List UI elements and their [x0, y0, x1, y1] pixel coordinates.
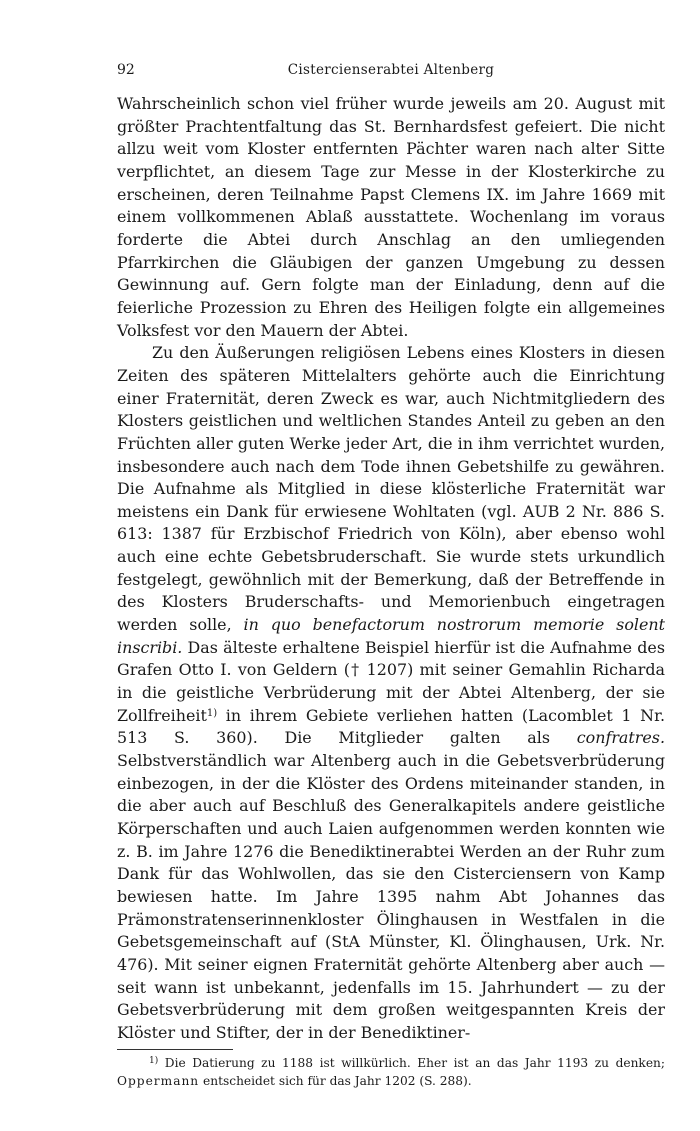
- text-run: Wahrscheinlich schon viel früher wurde jeweils am 20. August mit größter Prachtentfaltung das St. Bernhardsfest gefeiert. Die nicht allzu weit vom Kloster entfernten Pächter waren nach alter Sitte verpflichtet, an diesem Tage zur Messe in der Klosterkirche zu erscheinen, deren Teilnahme Papst Clemens IX. im Jahre 1669 mit einem vollkommenen Ablaß ausstattete. Wochenlang im voraus forderte die Abtei durch Anschlag an den umliegenden Pfarrkirchen die Gläubigen der ganzen Umgebung zu dessen Gewinnung auf. Gern folgte man der Einladung, denn auf die feierliche Prozession zu Ehren des Heiligen folgte ein allgemeines Volksfest vor den Mauern der Abtei.: [117, 94, 665, 340]
- text-run: Das älteste erhaltene Beispiel hierfür ist die Aufnahme des Grafen Otto I. von Geldern († 1207) mit seiner Gemahlin Richarda in die geistliche Verbrüderung mit der Abtei Altenberg, der sie Zollfreiheit: [117, 637, 665, 725]
- text-run: in ihrem Gebiete verliehen hatten (Lacomblet 1 Nr. 513 S. 360). Die Mitglieder galten als: [117, 705, 665, 748]
- paragraph-fraternitaet: [117, 342, 665, 1044]
- text-run: Selbstverständlich war Altenberg auch in die Gebetsverbrüderung einbezogen, in der die Klöster des Ordens miteinander standen, in die aber auch auf Beschluß des Generalkapitels andere geistliche Körperschaften und auch Laien aufgenommen werden konnten wie z. B. im Jahre 1276 die Benediktinerabtei Werden an der Ruhr zum Dank für das Wohlwollen, das sie den Cisterciensern von Kamp bewiesen hatte. Im Jahre 1395 nahm Abt Johannes das Prämonstratenserinnenkloster Ölinghausen in Westfalen in die Gebetsgemeinschaft auf (StA Münster, Kl. Ölinghausen, Urk. Nr. 476). Mit seiner eignen Fraternität gehörte Altenberg aber auch — seit wann ist unbekannt, jedenfalls im 15. Jahrhundert — zu der Gebetsverbrüderung mit dem großen weitgespannten Kreis der Klöster und Stifter, der in der Benediktiner-: [117, 751, 665, 1042]
- body-text: [117, 93, 665, 1045]
- footnote-1: [117, 1054, 665, 1090]
- book-page: [117, 62, 665, 1090]
- page-header: [117, 62, 665, 84]
- text-run: entscheidet sich für das Jahr 1202 (S. 288).: [199, 1073, 472, 1088]
- author-name: Oppermann: [117, 1073, 200, 1088]
- italic-phrase: confratres.: [576, 728, 665, 748]
- footnotes: [117, 1054, 665, 1090]
- footnote-divider: [117, 1049, 233, 1050]
- footnote-marker: 1): [149, 1055, 159, 1066]
- italic-phrase: in quo benefactorum nostrorum memorie solent inscribi.: [117, 615, 665, 657]
- paragraph-bernhardsfest: [117, 93, 665, 342]
- running-title: Cistercienserabtei Altenberg: [287, 62, 495, 78]
- page-number: 92: [117, 62, 135, 78]
- text-run: Die Datierung zu 1188 ist willkürlich. Eher ist an das Jahr 1193 zu denken;: [158, 1055, 665, 1070]
- footnote-marker: 1): [206, 707, 218, 719]
- text-run: Zu den Äußerungen religiösen Lebens eines Klosters in diesen Zeiten des späteren Mittelalters gehörte auch die Einrichtung einer Fraternität, deren Zweck es war, auch Nichtmitgliedern des Klosters geistlichen und weltlichen Standes Anteil zu geben an den Früchten aller guten Werke jeder Art, die in ihm verrichtet wurden, insbesondere auch nach dem Tode ihnen Gebetshilfe zu gewähren. Die Aufnahme als Mitglied in diese klösterliche Fraternität war meistens ein Dank für erwiesene Wohltaten (vgl. AUB 2 Nr. 886 S. 613: 1387 für Erzbischof Friedrich von Köln), aber ebenso wohl auch eine echte Gebetsbruderschaft. Sie wurde stets urkundlich festgelegt, gewöhnlich mit der Bemerkung, daß der Betreffende in des Klosters Bruderschafts- und Memorienbuch eingetragen werden solle,: [117, 343, 665, 635]
